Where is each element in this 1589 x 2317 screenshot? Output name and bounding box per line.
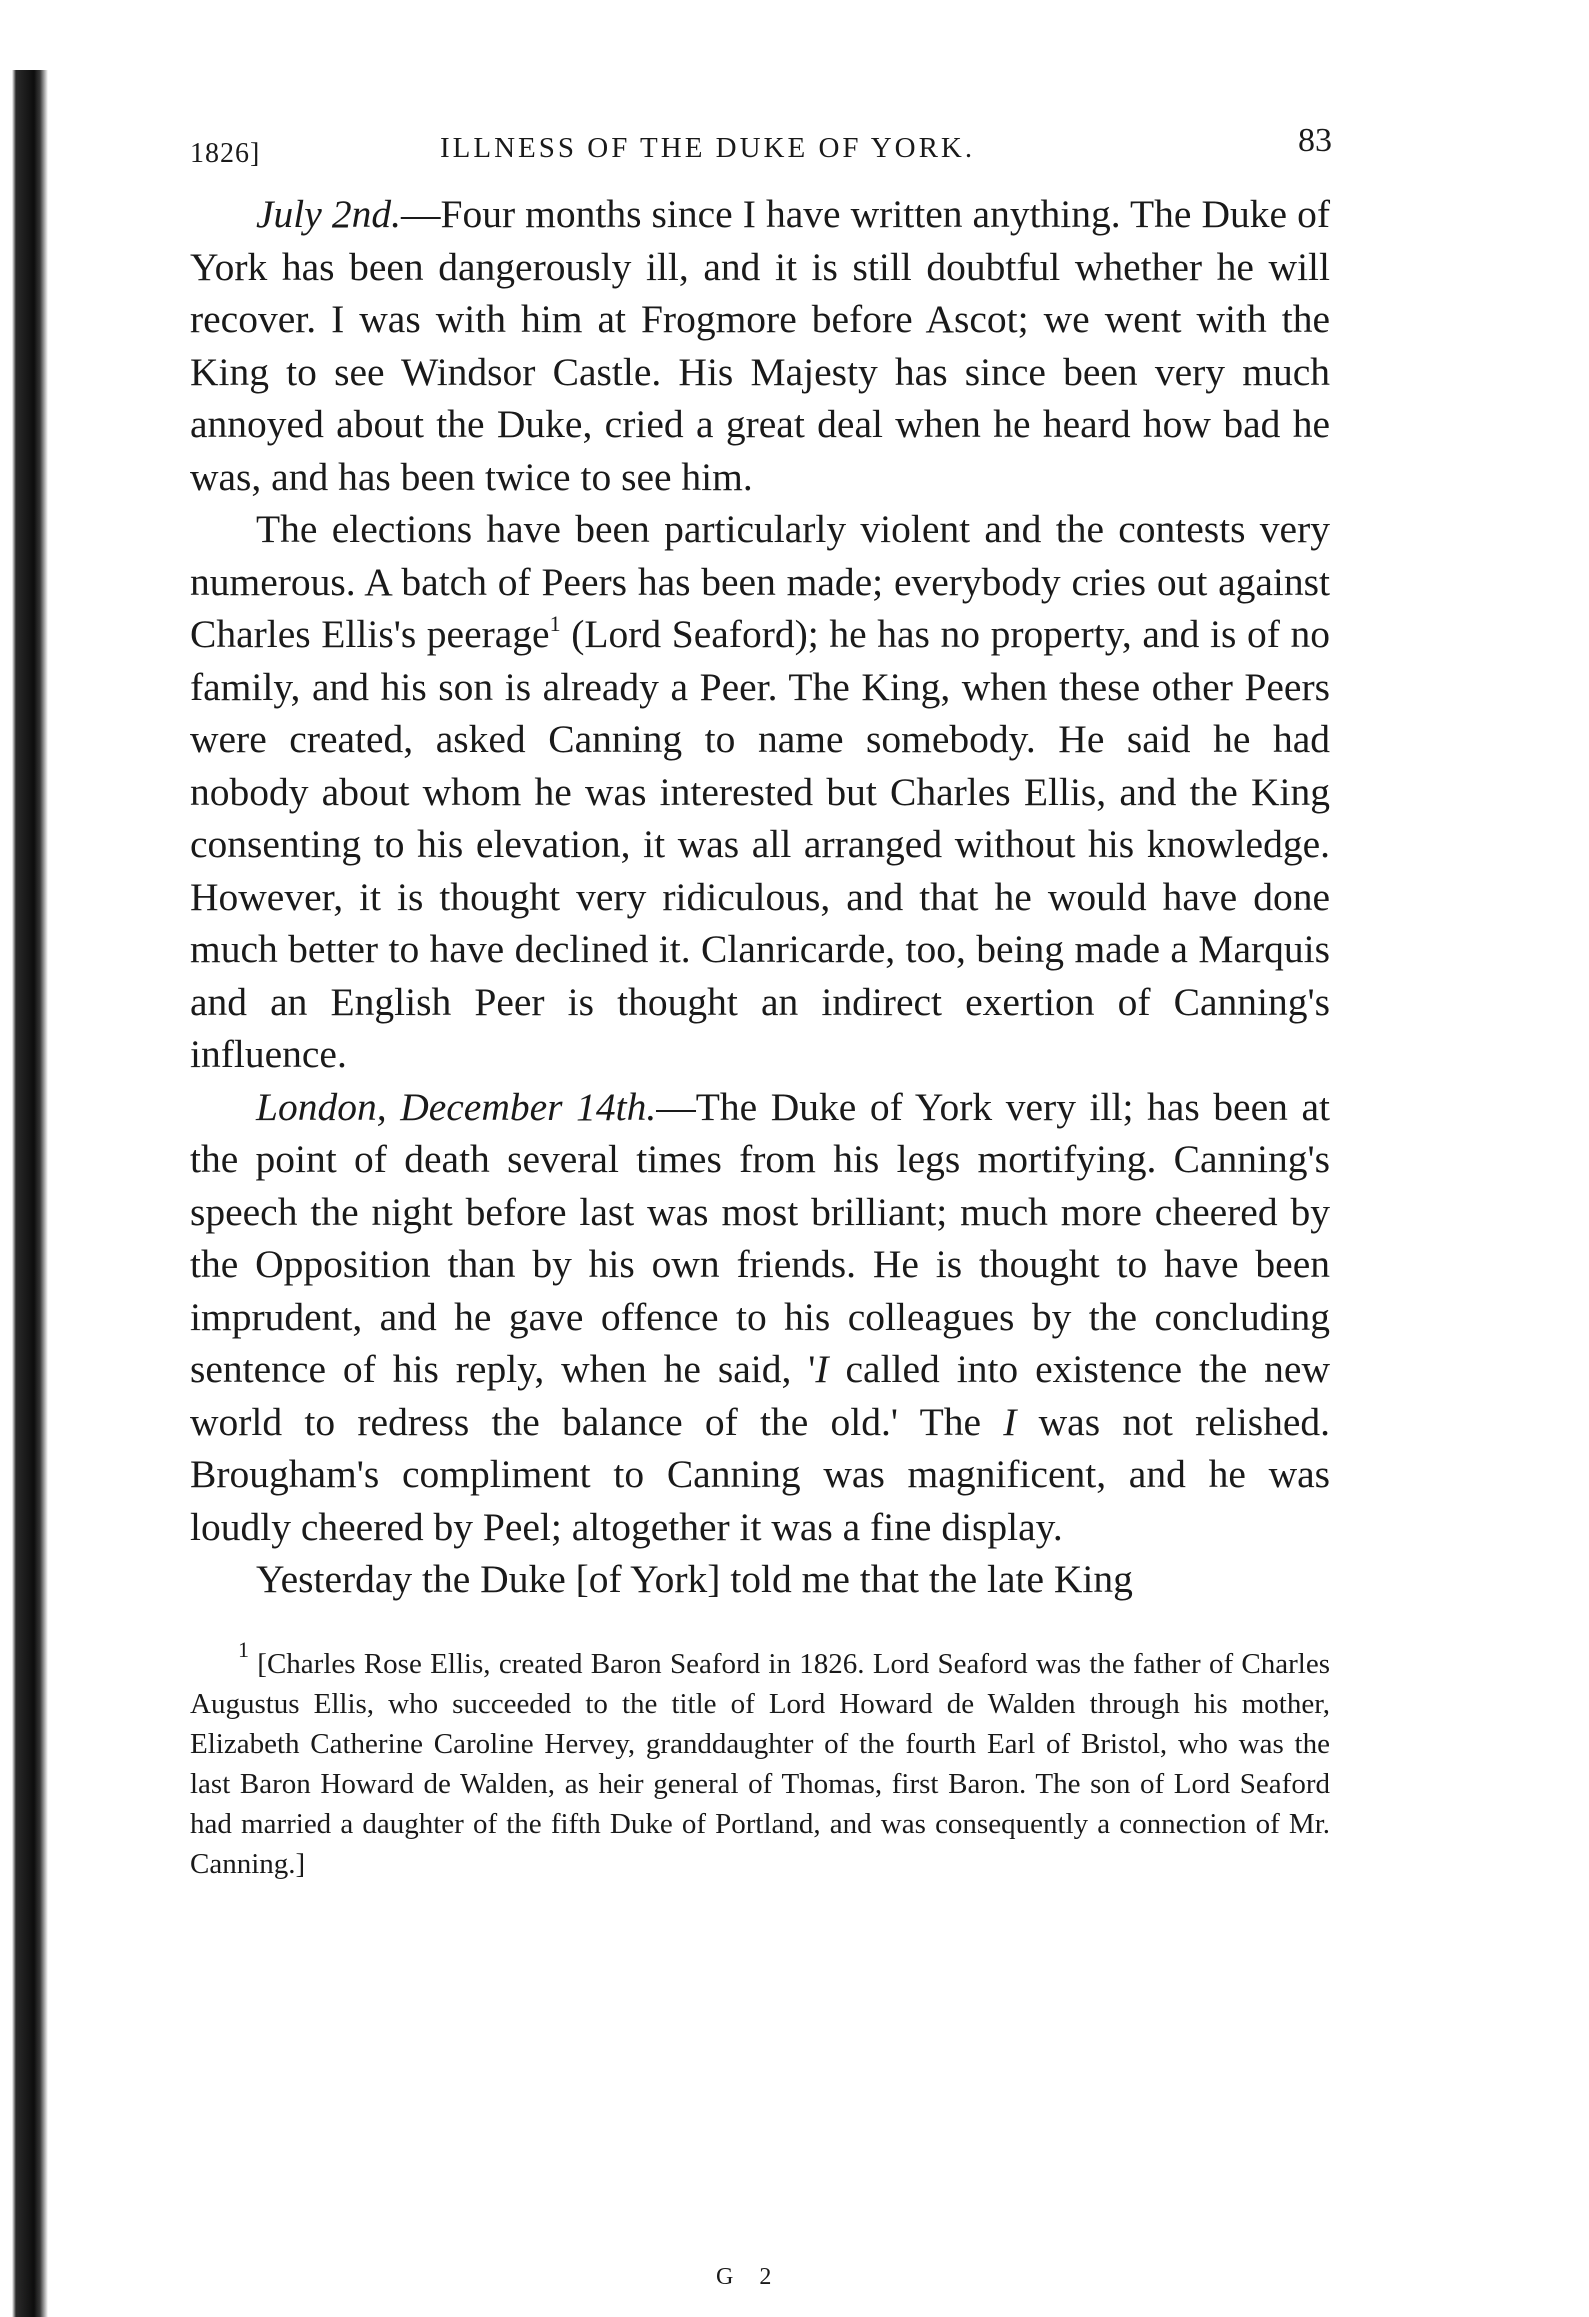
- paragraph-text: Yesterday the Duke [of York] told me that the late King: [256, 1557, 1133, 1601]
- book-page: [190, 118, 1330, 1884]
- footnote-text: [Charles Rose Ellis, created Baron Seaford in 1826. Lord Seaford was the father of Charles Augustus Ellis, who succeeded to the title of Lord Howard de Walden through his mother, Elizabeth Catherine Caroline Hervey, granddaughter of the fourth Earl of Bristol, who was the last Baron Howard de Walden, as heir general of Thomas, first Baron. The son of Lord Seaford had married a daughter of the fifth Duke of Portland, and was consequently a connection of Mr. Canning.]: [190, 1647, 1330, 1880]
- paragraph-yesterday: [190, 1553, 1330, 1606]
- emphasis-i: I: [815, 1347, 829, 1391]
- paragraph-text: —Four months since I have written anything. The Duke of York has been dangerously ill, and it is still doubtful whether he will recover. I was with him at Frogmore before Ascot; we went with the King to see Windsor Castle. His Majesty has since been very much annoyed about the Duke, cried a great deal when he heard how bad he was, and has been twice to see him.: [190, 192, 1331, 499]
- footnote-mark: 1: [238, 1636, 249, 1662]
- paragraph-london-december: [190, 1081, 1330, 1554]
- paragraph-text: was not relished. Brougham's compliment to Canning was magnificent, and he was loudly cheered by Peel; altogether it was a fine display.: [190, 1399, 1330, 1549]
- page-number: 83: [1298, 122, 1332, 159]
- paragraph-july-2nd: [190, 188, 1330, 503]
- running-head-year: 1826]: [190, 138, 261, 169]
- paragraph-text: The elections have been particularly violent and the contests very numerous. A batch of Peers has been made; everybody cries out against Charles Ellis's peerage: [190, 507, 1330, 656]
- paragraph-text: —The Duke of York very ill; has been at the point of death several times from his legs mortifying. Canning's speech the night before last was most brilliant; much more cheered by the Opposition than by his own friends. He is thought to have been imprudent, and he gave offence to his colleagues by the concluding sentence of his reply, when he said, ': [190, 1084, 1330, 1391]
- dateline-london: London, December 14th.: [256, 1084, 657, 1129]
- footnote: [190, 1636, 1330, 1884]
- dateline-july: July 2nd.: [256, 192, 401, 236]
- signature-mark: G 2: [716, 2264, 782, 2290]
- paragraph-text: (Lord Seaford); he has no property, and is of no family, and his son is already a Peer. The King, when these other Peers were created, asked Canning to name somebody. He said he had nobody about whom he was interested but Charles Ellis, and the King consenting to his elevation, it was all arranged without his knowledge. However, it is thought very ridiculous, and that he would have done much better to have declined it. Clanricarde, too, being made a Marquis and an English Peer is thought an indirect exertion of Canning's influence.: [190, 612, 1330, 1076]
- running-head-title: ILLNESS OF THE DUKE OF YORK.: [440, 132, 976, 164]
- paragraph-text: called into existence the new world to redress the balance of the old.' The: [190, 1347, 1330, 1444]
- footnote-reference: 1: [549, 611, 561, 636]
- body-text: [190, 188, 1330, 1606]
- book-binding-edge: [0, 70, 48, 2317]
- running-head: [190, 118, 1330, 188]
- paragraph-elections: [190, 503, 1330, 1081]
- emphasis-i: I: [1003, 1399, 1017, 1444]
